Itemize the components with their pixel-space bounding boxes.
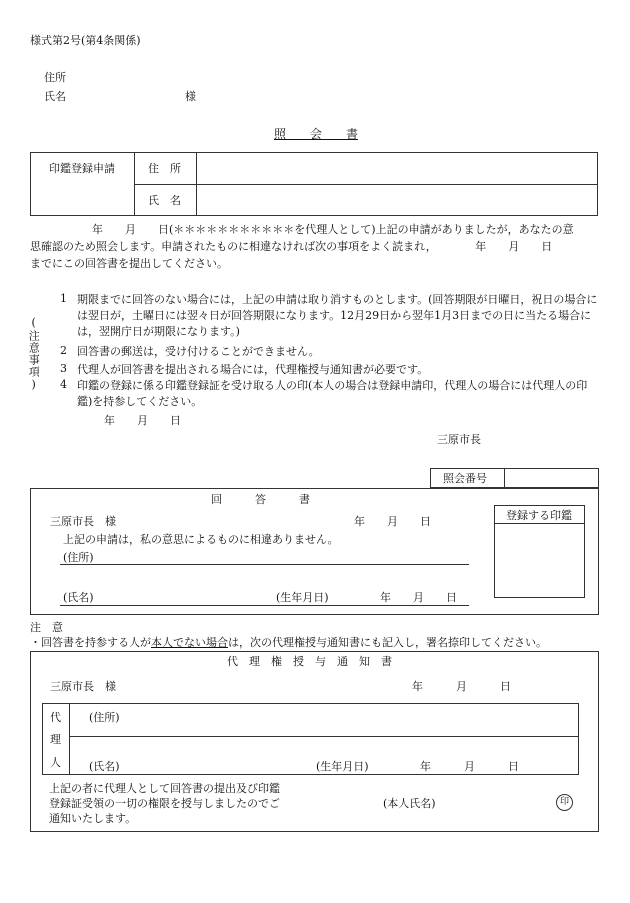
reply-title: 回 答 書 [211,493,310,506]
reply-date: 年 月 日 [354,515,431,528]
notes-date: 年 月 日 [104,414,181,427]
recipient-honorific: 様 [185,90,196,103]
reply-dob-date: 年 月 日 [380,591,457,604]
reply-dob-label: (生年月日) [276,591,329,604]
recipient-address-label: 住所 [44,71,66,84]
principal-name-label: (本人氏名) [383,797,436,810]
note-text: 印鑑の登録に係る印鑑登録証を受け取る人の印(本人の場合は登録申請印，代理人の場合には代理人の印鑑)を持参してください。 [77,379,588,408]
agent-label-3: 人 [50,756,61,769]
inquiry-body-line3: までにこの回答書を提出してください。 [30,257,228,270]
note-number: 1 [60,292,67,305]
note-number: 4 [60,378,67,391]
name-write-line [60,605,469,606]
table-divider [504,468,505,488]
reply-statement: 上記の申請は，私の意思によるものに相違ありません。 [63,533,339,546]
table-divider [69,703,70,775]
proxy-statement-line1: 上記の者に代理人として回答書の提出及び印鑑 [49,782,280,795]
applicant-address-label: 住 所 [148,162,181,175]
seal-box-divider [494,523,585,524]
note-number: 2 [60,344,67,357]
seal-mark-icon: 印 [556,794,573,811]
inquiry-body-line1: 年 月 日(＊＊＊＊＊＊＊＊＊＊＊を代理人として)上記の申請がありましたが，あなたの意 [92,223,574,236]
proxy-title: 代 理 権 授 与 通 知 書 [227,655,392,668]
reply-address-label: (住所) [63,551,94,564]
applicant-name-label: 氏 名 [148,194,181,207]
inquiry-title: 照 会 書 [274,127,359,141]
caution-text-after: は，次の代理権授与通知書にも記入し，署名捺印してください。 [228,636,547,649]
proxy-statement-line3: 通知いたします。 [49,812,137,825]
caution-text-underlined: 本人でない場合 [151,636,228,649]
proxy-statement-line2: 登録証受領の一切の権限を授与しましたのでご [49,797,280,810]
agent-address-label: (住所) [89,711,120,724]
agent-dob-date: 年 月 日 [420,760,519,773]
application-type: 印鑑登録申請 [49,162,115,175]
caution-bullet: ・ [30,636,41,649]
agent-name-label: (氏名) [89,760,120,773]
agent-dob-label: (生年月日) [316,760,369,773]
inquiry-body-line2: 思確認のため照会します。申請されたものに相違なければ次の事項をよく読まれ， 年 月 日 [30,240,553,253]
proxy-addressee: 三原市長 様 [50,680,116,693]
registered-seal-label: 登録する印鑑 [506,509,572,522]
recipient-name-label: 氏名 [44,90,66,103]
table-divider [69,736,579,737]
note-number: 3 [60,362,67,375]
address-write-line [60,564,469,565]
mayor-signature: 三原市長 [437,433,481,446]
reference-number-label: 照会番号 [443,472,487,485]
reply-name-label: (氏名) [63,591,94,604]
caution-text [30,636,547,649]
notes-heading: (注意事項) [27,316,41,392]
reply-addressee: 三原市長 様 [50,515,116,528]
note-text: 期限までに回答のない場合には，上記の申請は取り消すものとします。(回答期限が日曜日，祝日の場合には翌日が，土曜日には翌々日が回答期限になります。12月29日から翌年1月3日までの日に当たる場合には，翌開庁日が期限になります。) [77,293,598,338]
form-number: 様式第2号(第4条関係) [30,34,141,47]
agent-label-2: 理 [50,733,61,746]
note-text: 回答書の郵送は，受け付けることができません。 [77,345,320,358]
note-text: 代理人が回答書を提出される場合には，代理権授与通知書が必要です。 [77,363,429,376]
proxy-date: 年 月 日 [412,680,511,693]
caution-heading: 注 意 [30,621,63,634]
caution-text-before: 回答書を持参する人が [41,636,151,649]
table-divider [134,184,598,185]
agent-label-1: 代 [50,711,61,724]
